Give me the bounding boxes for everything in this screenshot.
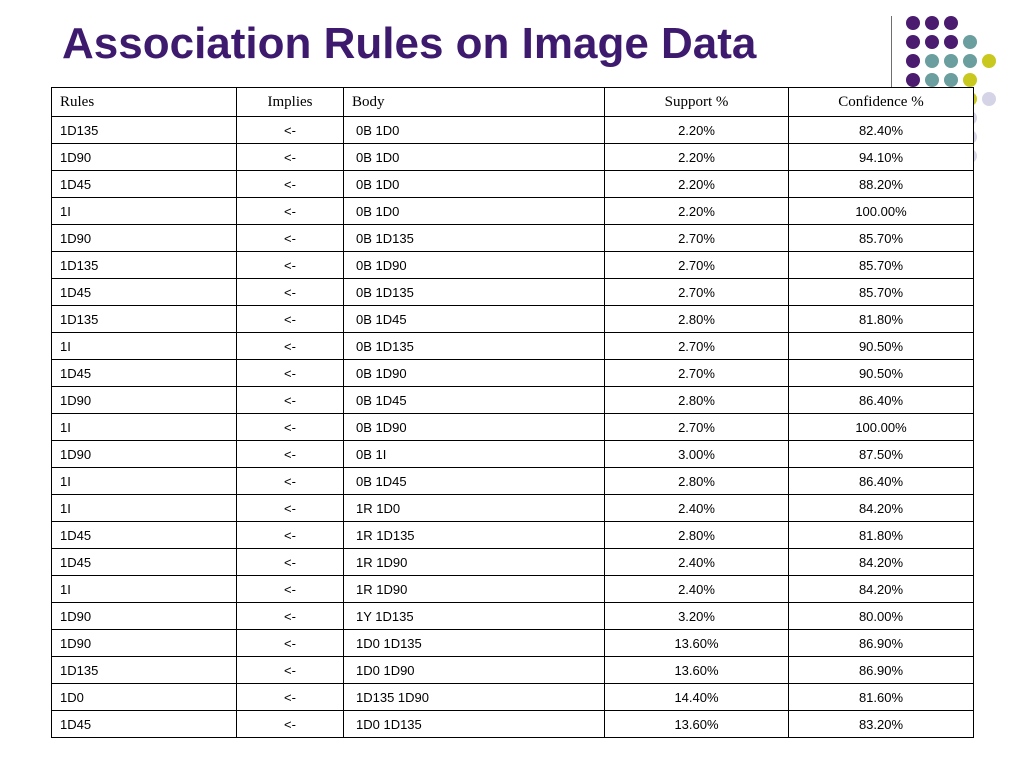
body-cell: 0B 1D45 [344,306,605,333]
decorative-dot [906,35,920,49]
body-cell: 0B 1D135 [344,225,605,252]
support-cell: 2.20% [605,117,789,144]
table-row [52,495,974,522]
slide-title: Association Rules on Image Data [62,19,757,68]
table-row [52,360,974,387]
decorative-dot [925,35,939,49]
decorative-dot [925,73,939,87]
header-body: Body [344,88,605,117]
table-row [52,333,974,360]
table-row [52,225,974,252]
rule-cell: 1D0 [52,684,237,711]
rule-cell: 1D45 [52,711,237,738]
implies-cell: <- [237,198,344,225]
implies-cell: <- [237,657,344,684]
table-row [52,306,974,333]
support-cell: 2.40% [605,495,789,522]
decorative-dot [963,73,977,87]
decorative-dot [925,54,939,68]
support-cell: 2.70% [605,414,789,441]
support-cell: 2.20% [605,144,789,171]
body-cell: 1D0 1D135 [344,630,605,657]
association-rules-table [51,87,974,738]
body-cell: 1D0 1D135 [344,711,605,738]
table-row [52,549,974,576]
decorative-dot [906,16,920,30]
rule-cell: 1D90 [52,603,237,630]
confidence-cell: 100.00% [789,198,974,225]
rule-cell: 1I [52,333,237,360]
rule-cell: 1D45 [52,549,237,576]
implies-cell: <- [237,495,344,522]
implies-cell: <- [237,630,344,657]
rule-cell: 1D45 [52,171,237,198]
rule-cell: 1I [52,198,237,225]
implies-cell: <- [237,576,344,603]
implies-cell: <- [237,144,344,171]
support-cell: 2.70% [605,279,789,306]
body-cell: 1D0 1D90 [344,657,605,684]
decorative-dot [944,54,958,68]
implies-cell: <- [237,171,344,198]
table-row [52,657,974,684]
decorative-dot [963,54,977,68]
body-cell: 1R 1D0 [344,495,605,522]
support-cell: 2.70% [605,360,789,387]
confidence-cell: 86.90% [789,630,974,657]
rule-cell: 1D45 [52,522,237,549]
rule-cell: 1D90 [52,441,237,468]
decorative-dot [982,54,996,68]
table-row [52,576,974,603]
body-cell: 0B 1D135 [344,333,605,360]
support-cell: 2.80% [605,522,789,549]
table-row [52,252,974,279]
support-cell: 2.70% [605,333,789,360]
support-cell: 3.20% [605,603,789,630]
decorative-dot [944,35,958,49]
body-cell: 1R 1D90 [344,549,605,576]
confidence-cell: 83.20% [789,711,974,738]
header-support: Support % [605,88,789,117]
table-body [52,117,974,738]
table-row [52,468,974,495]
confidence-cell: 80.00% [789,603,974,630]
rule-cell: 1D90 [52,387,237,414]
body-cell: 0B 1D0 [344,171,605,198]
body-cell: 0B 1D45 [344,468,605,495]
implies-cell: <- [237,468,344,495]
table-row [52,144,974,171]
body-cell: 0B 1D90 [344,252,605,279]
table-row [52,441,974,468]
confidence-cell: 90.50% [789,333,974,360]
rule-cell: 1D45 [52,360,237,387]
body-cell: 0B 1D0 [344,117,605,144]
implies-cell: <- [237,117,344,144]
confidence-cell: 84.20% [789,576,974,603]
header-implies: Implies [237,88,344,117]
table-row [52,279,974,306]
body-cell: 1D135 1D90 [344,684,605,711]
implies-cell: <- [237,522,344,549]
rule-cell: 1D135 [52,117,237,144]
table-row [52,171,974,198]
decorative-dot [906,54,920,68]
rule-cell: 1D90 [52,630,237,657]
confidence-cell: 86.90% [789,657,974,684]
support-cell: 13.60% [605,630,789,657]
implies-cell: <- [237,333,344,360]
support-cell: 2.70% [605,225,789,252]
rule-cell: 1D45 [52,279,237,306]
support-cell: 2.80% [605,468,789,495]
rule-cell: 1D135 [52,657,237,684]
confidence-cell: 82.40% [789,117,974,144]
confidence-cell: 88.20% [789,171,974,198]
implies-cell: <- [237,225,344,252]
confidence-cell: 84.20% [789,549,974,576]
table-row [52,198,974,225]
support-cell: 3.00% [605,441,789,468]
implies-cell: <- [237,306,344,333]
support-cell: 2.70% [605,252,789,279]
rule-cell: 1D135 [52,306,237,333]
confidence-cell: 85.70% [789,252,974,279]
rule-cell: 1I [52,468,237,495]
support-cell: 13.60% [605,711,789,738]
implies-cell: <- [237,441,344,468]
confidence-cell: 90.50% [789,360,974,387]
body-cell: 0B 1D90 [344,414,605,441]
support-cell: 2.20% [605,198,789,225]
confidence-cell: 86.40% [789,387,974,414]
confidence-cell: 94.10% [789,144,974,171]
decorative-dot [944,16,958,30]
table-row [52,711,974,738]
table-row [52,117,974,144]
implies-cell: <- [237,387,344,414]
confidence-cell: 81.80% [789,522,974,549]
rule-cell: 1I [52,495,237,522]
confidence-cell: 81.60% [789,684,974,711]
rule-cell: 1D90 [52,144,237,171]
rule-cell: 1I [52,414,237,441]
table-header-row [52,88,974,117]
support-cell: 14.40% [605,684,789,711]
implies-cell: <- [237,603,344,630]
implies-cell: <- [237,684,344,711]
support-cell: 2.40% [605,549,789,576]
header-rules: Rules [52,88,237,117]
table-row [52,387,974,414]
decorative-dot [906,73,920,87]
decorative-dot [944,73,958,87]
table-row [52,414,974,441]
table-row [52,684,974,711]
rule-cell: 1D135 [52,252,237,279]
support-cell: 2.20% [605,171,789,198]
body-cell: 0B 1D0 [344,144,605,171]
confidence-cell: 86.40% [789,468,974,495]
support-cell: 2.40% [605,576,789,603]
confidence-cell: 85.70% [789,279,974,306]
implies-cell: <- [237,711,344,738]
table-row [52,522,974,549]
confidence-cell: 100.00% [789,414,974,441]
body-cell: 1R 1D90 [344,576,605,603]
body-cell: 0B 1D135 [344,279,605,306]
implies-cell: <- [237,360,344,387]
confidence-cell: 85.70% [789,225,974,252]
support-cell: 2.80% [605,387,789,414]
body-cell: 1R 1D135 [344,522,605,549]
support-cell: 13.60% [605,657,789,684]
rule-cell: 1I [52,576,237,603]
confidence-cell: 84.20% [789,495,974,522]
body-cell: 1Y 1D135 [344,603,605,630]
rule-cell: 1D90 [52,225,237,252]
implies-cell: <- [237,414,344,441]
confidence-cell: 87.50% [789,441,974,468]
body-cell: 0B 1I [344,441,605,468]
table-row [52,603,974,630]
decorative-dot [925,16,939,30]
body-cell: 0B 1D0 [344,198,605,225]
confidence-cell: 81.80% [789,306,974,333]
decorative-dot [982,92,996,106]
implies-cell: <- [237,279,344,306]
table-row [52,630,974,657]
decorative-dot [963,35,977,49]
body-cell: 0B 1D90 [344,360,605,387]
body-cell: 0B 1D45 [344,387,605,414]
implies-cell: <- [237,252,344,279]
implies-cell: <- [237,549,344,576]
support-cell: 2.80% [605,306,789,333]
header-confidence: Confidence % [789,88,974,117]
